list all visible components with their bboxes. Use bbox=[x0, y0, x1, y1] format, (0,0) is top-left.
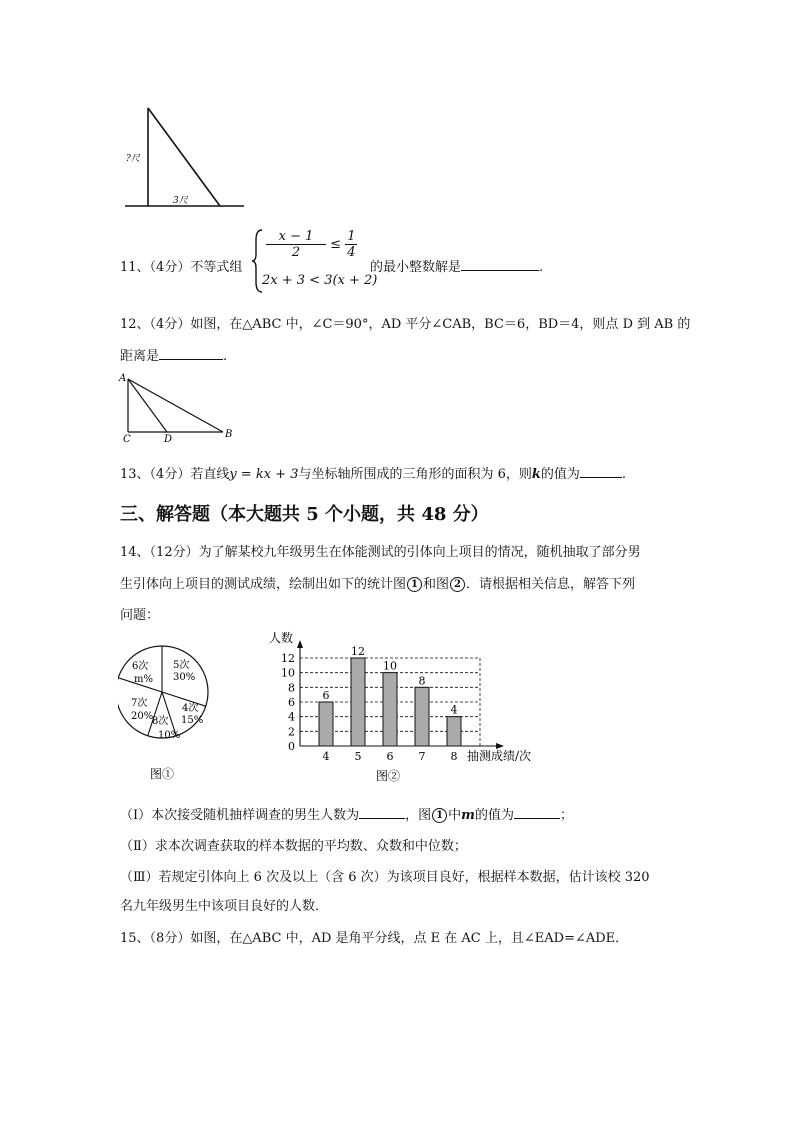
q13-prefix: 13、（4分）若直线 bbox=[120, 467, 230, 482]
q14-part1-value: 的值为 bbox=[474, 808, 514, 823]
y-tick-0: 0 bbox=[288, 740, 295, 753]
section-title: 三、解答题（本大题共 5 个小题，共 48 分） bbox=[120, 504, 489, 525]
q12-line2 bbox=[120, 345, 227, 364]
label-b: B bbox=[225, 429, 233, 440]
pie-chart bbox=[118, 638, 210, 786]
q14-line2a: 生引体向上项目的测试成绩，绘制出如下的统计图 bbox=[120, 577, 407, 592]
label-d: D bbox=[164, 434, 173, 444]
x-tick-8: 8 bbox=[450, 750, 458, 763]
bar-label-7: 8 bbox=[418, 674, 426, 688]
x-tick-6: 6 bbox=[386, 750, 394, 763]
label-a: A bbox=[119, 373, 127, 384]
bar-label-4: 6 bbox=[322, 689, 330, 702]
pie-pct-8: 10% bbox=[158, 730, 181, 741]
inequality-1 bbox=[266, 229, 357, 260]
segment-ad bbox=[128, 379, 167, 432]
label-c: C bbox=[123, 434, 131, 444]
pie-label-8: 8次 bbox=[152, 716, 169, 727]
q15-line: 15、（8分）如图，在△ABC 中，AD 是角平分线，点 E 在 AC 上，且∠EAD=∠ADE． bbox=[120, 931, 629, 946]
q14-part1 bbox=[120, 804, 573, 823]
circled-two: 2 bbox=[450, 577, 465, 592]
q11-prefix: 11、（4分）不等式组 bbox=[120, 260, 243, 275]
pie-caption: 图① bbox=[149, 767, 175, 781]
y-ticks bbox=[281, 652, 295, 753]
y-tick-4: 4 bbox=[288, 710, 295, 724]
circled-one: 1 bbox=[432, 808, 447, 823]
bar-label-8: 4 bbox=[450, 703, 458, 717]
q12-end: . bbox=[223, 349, 228, 364]
q13-line bbox=[120, 463, 626, 482]
q14-line2b: ．请根据相关信息，解答下列 bbox=[466, 577, 636, 592]
q10-triangle-figure bbox=[120, 100, 250, 212]
answer-blank bbox=[159, 347, 223, 360]
q14-and: 和图 bbox=[423, 577, 450, 592]
y-tick-12: 12 bbox=[281, 652, 295, 665]
pie-pct-4: 15% bbox=[181, 715, 204, 726]
bar-5 bbox=[351, 658, 365, 746]
inequality-2: 2x + 3 < 3(x + 2) bbox=[262, 273, 378, 288]
pie-label-5: 5次 bbox=[173, 660, 190, 671]
q11-suffix bbox=[370, 256, 543, 275]
bar-8 bbox=[447, 717, 461, 746]
bar-label-6: 10 bbox=[383, 659, 397, 673]
q14-part3-line1: （Ⅲ）若规定引体向上 6 次及以上（含 6 次）为该项目良好，根据样本数据，估计该校 320 bbox=[120, 870, 650, 885]
q13-middle: 与坐标轴所围成的三角形的面积为 6，则 bbox=[298, 467, 532, 482]
bar-label-5: 12 bbox=[351, 645, 365, 658]
bar-chart bbox=[262, 628, 562, 788]
x-axis-title: 抽测成绩/次 bbox=[467, 749, 532, 763]
bar-7 bbox=[415, 687, 429, 746]
q13-suffix: 的值为 bbox=[540, 467, 580, 482]
ineq1-denominator: 2 bbox=[266, 244, 326, 260]
bar-6 bbox=[383, 673, 397, 746]
pie-label-4: 4次 bbox=[182, 703, 199, 714]
answer-blank-m bbox=[514, 806, 560, 819]
x-ticks bbox=[323, 750, 458, 763]
bar-chart-caption: 图② bbox=[375, 769, 401, 783]
y-axis-title: 人数 bbox=[269, 631, 294, 645]
answer-blank bbox=[580, 465, 622, 478]
x-tick-5: 5 bbox=[354, 750, 362, 763]
q14-part3-line2: 名九年级男生中该项目良好的人数． bbox=[120, 899, 329, 914]
bottom-label: 3尺 bbox=[173, 196, 188, 206]
q14-line1: 14、（12分）为了解某校九年级男生在体能测试的引体向上项目的情况，随机抽取了部分男 bbox=[120, 545, 641, 560]
line-formula: y = kx + 3 bbox=[229, 467, 299, 482]
pie-label-7: 7次 bbox=[131, 698, 148, 709]
ineq1-numerator: x − 1 bbox=[278, 229, 314, 244]
x-tick-4: 4 bbox=[322, 750, 330, 763]
m-symbol: m bbox=[461, 808, 475, 823]
ineq1-rhs-numerator: 1 bbox=[347, 229, 356, 244]
hypotenuse bbox=[148, 108, 220, 206]
k-symbol: k bbox=[531, 467, 541, 482]
q14-part1-fig: ，图 bbox=[405, 808, 432, 823]
pie-pct-7: 20% bbox=[131, 711, 154, 722]
q14-part1-in: 中 bbox=[448, 808, 462, 823]
x-tick-7: 7 bbox=[418, 750, 426, 763]
circled-one: 1 bbox=[407, 577, 422, 592]
q14-part1-end: ； bbox=[559, 808, 573, 823]
q14-line3: 问题： bbox=[120, 608, 160, 623]
q12-line2-text: 距离是 bbox=[120, 349, 160, 364]
ineq1-rhs-denominator: 4 bbox=[347, 245, 356, 260]
y-tick-6: 6 bbox=[288, 696, 295, 709]
pie-label-6: 6次 bbox=[132, 661, 149, 672]
left-label: ?尺 bbox=[126, 154, 140, 164]
q12-line1: 12、（4分）如图，在△ABC 中，∠C＝90°，AD 平分∠CAB，BC＝6，BD＝4，则点 D 到 AB 的 bbox=[120, 317, 691, 332]
q12-triangle-figure bbox=[115, 370, 245, 444]
pie-pct-6: m% bbox=[134, 674, 153, 685]
answer-blank bbox=[461, 258, 539, 271]
answer-blank-count bbox=[359, 806, 405, 819]
q14-part1-text: （Ⅰ）本次接受随机抽样调查的男生人数为 bbox=[120, 808, 360, 823]
bar-4 bbox=[319, 702, 333, 746]
q11-end: . bbox=[539, 260, 544, 275]
side-ab bbox=[128, 379, 223, 432]
q14-line2 bbox=[120, 573, 635, 592]
q14-part2: （Ⅱ）求本次调查获取的样本数据的平均数、众数和中位数； bbox=[120, 839, 467, 854]
pie-pct-5: 30% bbox=[173, 672, 196, 683]
y-tick-10: 10 bbox=[281, 666, 295, 680]
y-tick-2: 2 bbox=[288, 725, 295, 739]
y-axis-arrow bbox=[297, 640, 303, 648]
q11-suffix-text: 的最小整数解是 bbox=[370, 260, 462, 275]
q13-end: . bbox=[621, 467, 627, 482]
ineq1-relation: ≤ bbox=[330, 237, 342, 252]
y-tick-8: 8 bbox=[288, 681, 295, 695]
